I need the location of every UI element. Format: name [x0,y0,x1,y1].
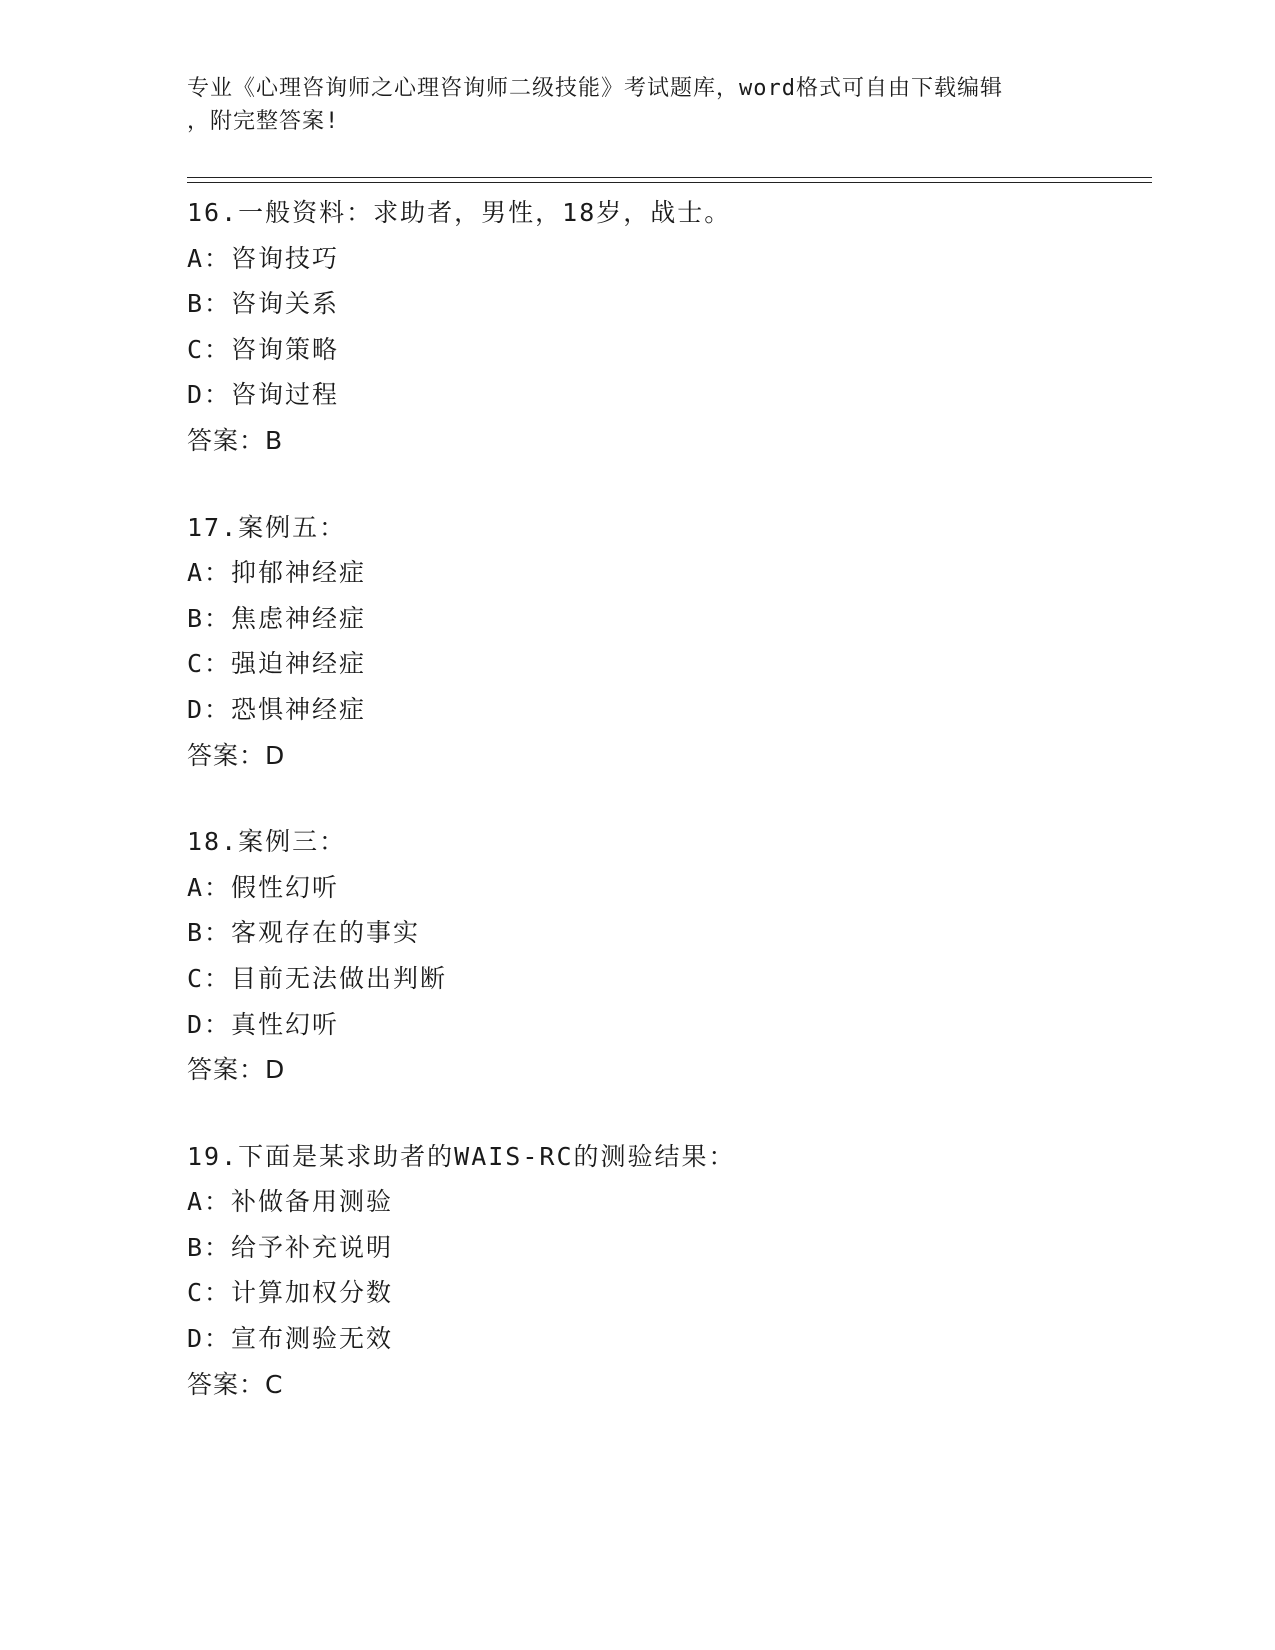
document-header [187,72,1067,138]
answer-line: 答案：D [187,740,286,770]
header-divider-top [187,177,1152,178]
option-b: B：客观存在的事实 [187,918,421,948]
option-a: A：咨询技巧 [187,243,340,273]
option-b: B：焦虑神经症 [187,603,367,633]
option-a: A：抑郁神经症 [187,558,367,588]
option-d: D：宣布测验无效 [187,1324,394,1354]
question-stem: 16.一般资料：求助者，男性，18岁，战士。 [187,198,732,227]
answer-line: 答案：B [187,425,284,455]
option-a: A：假性幻听 [187,872,340,902]
question-stem: 19.下面是某求助者的WAIS-RC的测验结果： [187,1141,736,1171]
question-list [187,190,1147,1448]
option-c: C：强迫神经症 [187,649,367,679]
question-stem: 17.案例五： [187,512,347,542]
header-title-line2: ，附完整答案! [187,109,340,134]
option-c: C：目前无法做出判断 [187,963,448,993]
header-title-line1: 专业《心理咨询师之心理咨询师二级技能》考试题库，word格式可自由下载编辑 [187,76,1003,101]
answer-line: 答案：D [187,1055,286,1085]
header-divider-bottom [187,182,1152,183]
answer-line: 答案：C [187,1369,284,1399]
option-d: D：真性幻听 [187,1009,340,1039]
question-16 [187,190,1147,464]
option-d: D：恐惧神经症 [187,694,367,724]
option-d: D：咨询过程 [187,380,340,410]
option-c: C：计算加权分数 [187,1278,394,1308]
question-stem: 18.案例三： [187,827,347,857]
question-18 [187,819,1147,1093]
option-b: B：给予补充说明 [187,1232,394,1262]
question-19 [187,1134,1147,1408]
option-c: C：咨询策略 [187,334,340,364]
question-17 [187,505,1147,779]
option-a: A：补做备用测验 [187,1187,394,1217]
option-b: B：咨询关系 [187,289,340,319]
